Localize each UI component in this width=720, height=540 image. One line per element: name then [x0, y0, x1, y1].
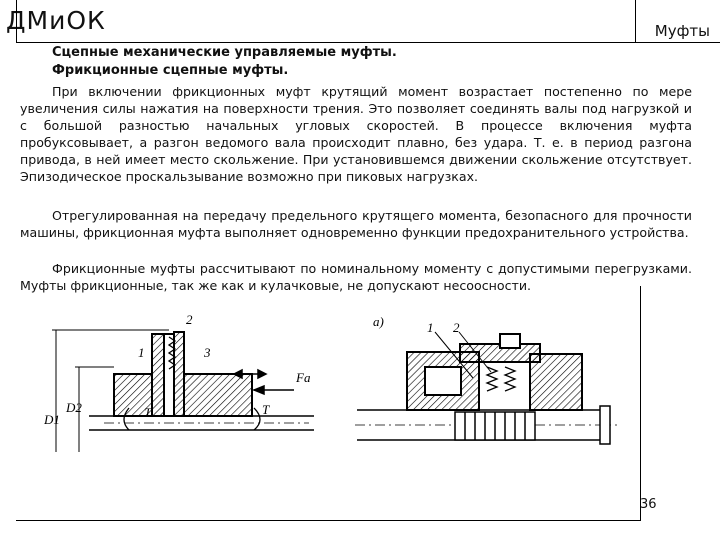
- brand-title: ДМиОК: [6, 6, 106, 35]
- frame-line-right: [635, 0, 636, 42]
- label-force: Fa: [296, 370, 311, 385]
- frame-line-left: [16, 0, 17, 42]
- label-variant: a): [373, 314, 384, 329]
- spring-element: [487, 367, 515, 391]
- label-part-1: 1: [138, 345, 145, 360]
- paragraph-2-text: Отрегулированная на передачу предельного крутящего момента, безопасного для прочности машины, фрикционная муфта выполняет одновременно функции предохранительного устройства.: [20, 208, 692, 240]
- label-torque-left: T: [144, 405, 152, 420]
- page-number: 36: [640, 497, 657, 512]
- paragraph-3: [20, 260, 692, 294]
- paragraph-3-text: Фрикционные муфты рассчитывают по номинальному моменту с допустимыми перегрузками. Муфты фрикционные, так же как и кулачковые, не допускают несоосности.: [20, 261, 692, 293]
- paragraph-2: [20, 207, 692, 241]
- shaft-lines: [355, 406, 617, 444]
- frame-line-bottom: [16, 520, 641, 521]
- heading-line-1: Сцепные механические управляемые муфты.: [52, 45, 397, 60]
- label-torque-right: T: [262, 402, 270, 417]
- label-part-1: 1: [427, 320, 434, 335]
- housing-right: [530, 354, 582, 410]
- label-part-2: 2: [453, 320, 460, 335]
- heading-line-2: Фрикционные сцепные муфты.: [52, 63, 289, 78]
- label-d2: D2: [66, 400, 82, 415]
- paragraph-1-text: При включении фрикционных муфт крутящий момент возрастает постепенно по мере увеличения силы нажатия на поверхности трения. Это позволяет соединять валы под нагрузкой и с большой разностью начальных угловых скоростей. В процессе включения муфта пробуксовывает, а разгон ведомого вала происходит плавно, без удара. Т. е. в период разгона привода, в ней имеет место скольжение. При установившемся движении скольжение отсутствует. Эпизодическое проскальзывание возможно при пиковых нагрузках.: [20, 84, 692, 184]
- topic-title: Муфты: [654, 22, 710, 40]
- frame-line-bottom-right: [640, 286, 641, 520]
- figure-cone-clutch: [44, 312, 320, 458]
- label-part-3: 3: [204, 345, 211, 360]
- paragraph-1: [20, 83, 692, 185]
- figure-disc-clutch: [355, 312, 638, 458]
- label-d1: D1: [44, 412, 60, 427]
- label-part-2: 2: [186, 312, 193, 327]
- frame-line-top: [16, 42, 720, 43]
- shaft-lines: [89, 416, 314, 430]
